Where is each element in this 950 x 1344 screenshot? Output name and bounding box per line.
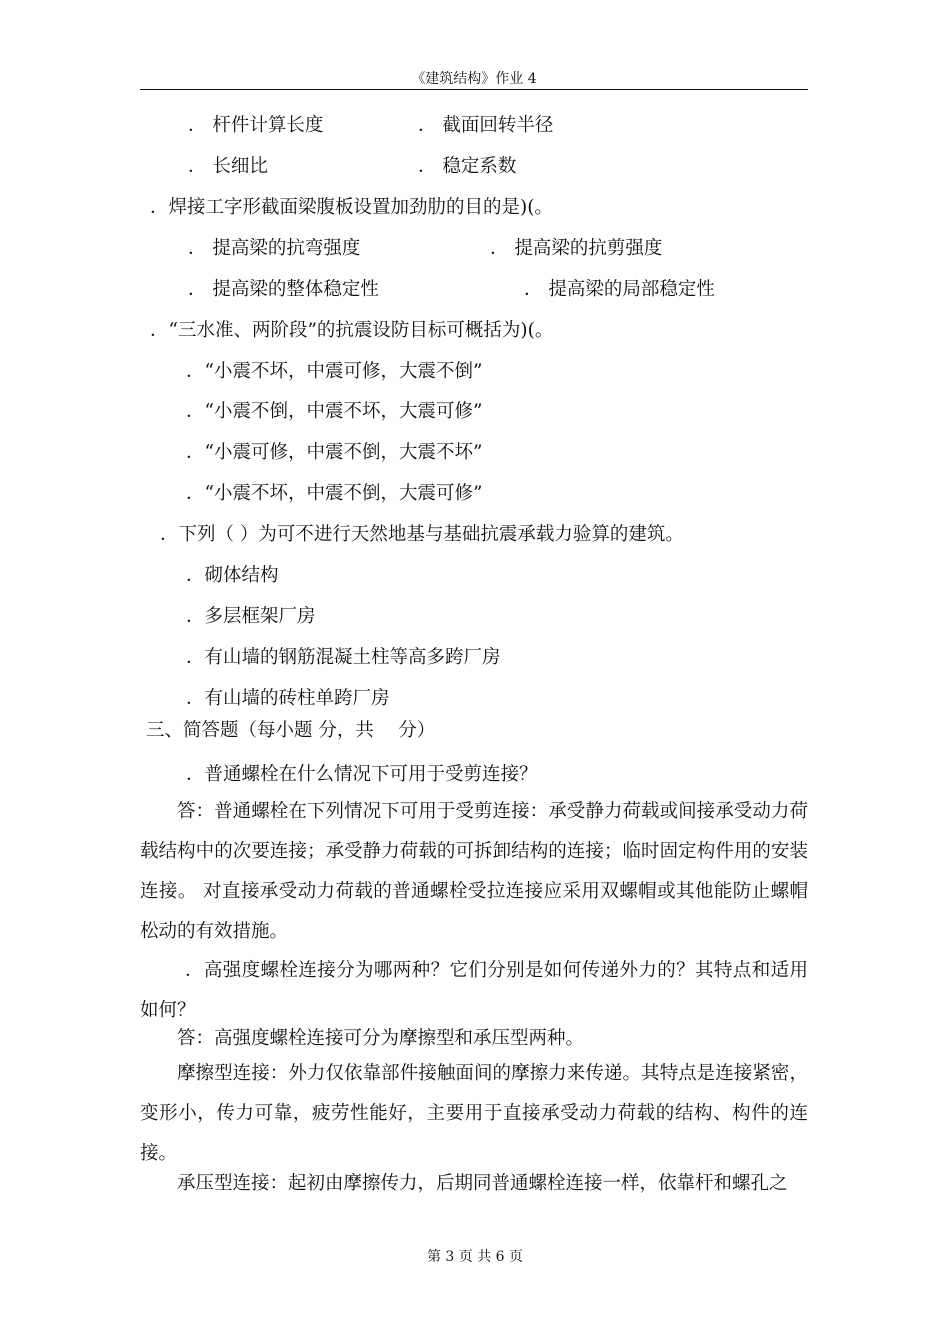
answer-1: 答：普通螺栓在下列情况下可用于受剪连接：承受静力荷载或间接承受动力荷载结构中的次要连接；承受静力荷载的可拆卸结构的连接；临时固定构件用的安装连接。 对直接承受动力荷载的普通螺栓受拉连接应采用双螺帽或其他能防止螺帽松动的有效措施。 [140,801,808,942]
question-seismic-target: ．“三水准、两阶段”的抗震设防目标可概括为)(。 [150,320,554,341]
option-effective-length: ． 杆件计算长度 [188,115,324,136]
option-seismic-b: ．“小震不倒，中震不坏，大震可修” [186,401,483,422]
question-foundation: ．下列（ ）为可不进行天然地基与基础抗震承载力验算的建筑。 [160,524,684,545]
option-seismic-d: ．“小震不坏，中震不倒，大震可修” [186,483,483,504]
header-rule [140,89,808,90]
option-multistory-frame: ．多层框架厂房 [186,606,316,627]
option-overall-stability: ． 提高梁的整体稳定性 [188,279,379,300]
answer-2-friction-type: 摩擦型连接：外力仅依靠部件接触面间的摩擦力来传递。其特点是连接紧密，变形小，传力可靠，疲劳性能好，主要用于直接承受动力荷载的结构、构件的连接。 [140,1063,808,1164]
short-question-1: ．普通螺栓在什么情况下可用于受剪连接？ [186,764,538,785]
option-flexural-strength: ． 提高梁的抗弯强度 [188,238,361,259]
option-shear-strength: ． 提高梁的抗剪强度 [490,238,663,259]
option-stability-coefficient: ． 稳定系数 [418,156,517,177]
answer-2-intro: 答：高强度螺栓连接可分为摩擦型和承压型两种。 [177,1028,585,1049]
question-stiffener: ．焊接工字形截面梁腹板设置加劲肋的目的是)(。 [150,197,553,218]
page-number: 第 3 页 共 6 页 [426,1249,524,1265]
option-brick-column-single-span: ．有山墙的砖柱单跨厂房 [186,688,390,709]
option-rc-column-multispan: ．有山墙的钢筋混凝土柱等高多跨厂房 [186,647,501,668]
option-masonry: ．砌体结构 [186,565,279,586]
option-radius-of-gyration: ． 截面回转半径 [418,115,554,136]
answer-2-bearing-type: 承压型连接：起初由摩擦传力，后期同普通螺栓连接一样，依靠杆和螺孔之 [177,1173,788,1194]
section-heading-short-answer: 三、简答题（每小题 分，共 分） [146,720,436,741]
option-seismic-c: ．“小震可修，中震不倒，大震不坏” [186,442,483,463]
option-slenderness-ratio: ． 长细比 [188,156,268,177]
option-local-stability: ． 提高梁的局部稳定性 [524,279,715,300]
page-header: 《建筑结构》作业 4 [411,71,537,87]
option-seismic-a: ．“小震不坏，中震可修，大震不倒” [186,361,483,382]
short-question-2: ．高强度螺栓连接分为哪两种？它们分别是如何传递外力的？其特点和适用如何？ [140,960,808,1021]
